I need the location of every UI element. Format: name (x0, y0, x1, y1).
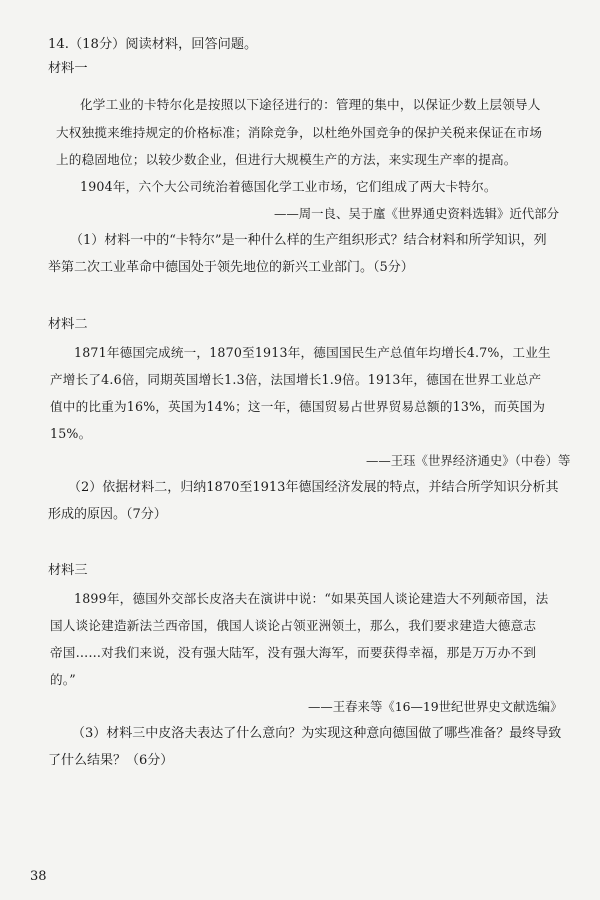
page-number: 38 (30, 869, 47, 884)
material2-line-2: 产增长了4.6倍，同期英国增长1.3倍，法国增长1.9倍。1913年，德国在世界工业总产 (50, 372, 542, 387)
material2-line-4: 15%。 (50, 426, 92, 441)
material1-source: ——周一良、吴于廑《世界通史资料选辑》近代部分 (274, 206, 559, 221)
material3-label: 材料三 (48, 563, 88, 578)
question3-line-1: （3）材料三中皮洛夫表达了什么意向？为实现这种意向德国做了哪些准备？最终导致 (72, 726, 562, 741)
material1-label: 材料一 (48, 61, 88, 76)
material3-line-4: 的。” (50, 672, 76, 687)
question2-line-1: （2）依据材料二，归纳1870至1913年德国经济发展的特点，并结合所学知识分析其 (68, 480, 559, 495)
material2-label: 材料二 (48, 317, 88, 332)
material1-line-2: 大权独揽来维持规定的价格标准；消除竞争，以杜绝外国竞争的保护关税来保证在市场 (56, 125, 543, 140)
question-header: 14.（18分）阅读材料，回答问题。 (48, 37, 258, 52)
question3-line-2: 了什么结果？（6分） (48, 753, 174, 768)
question2-line-2: 形成的原因。（7分） (48, 507, 167, 522)
material1-line-3: 上的稳固地位；以较少数企业，但进行大规模生产的方法，来实现生产率的提高。 (56, 152, 517, 167)
material2-source: ——王珏《世界经济通史》（中卷）等 (366, 453, 571, 468)
material3-line-1: 1899年，德国外交部长皮洛夫在演讲中说：“如果英国人谈论建造大不列颠帝国，法 (74, 591, 549, 606)
material3-line-3: 帝国……对我们来说，没有强大陆军，没有强大海军，而要获得幸福，那是万万办不到 (50, 645, 537, 660)
material3-line-2: 国人谈论建造新法兰西帝国，俄国人谈论占领亚洲领土，那么，我们要求建造大德意志 (50, 618, 537, 633)
material3-source: ——王春来等《16—19世纪世界史文献选编》 (308, 699, 563, 714)
material2-line-3: 值中的比重为16%，英国为14%；这一年，德国贸易占世界贸易总额的13%，而英国为 (50, 399, 546, 414)
question1-line-2: 举第二次工业革命中德国处于领先地位的新兴工业部门。（5分） (48, 260, 414, 275)
question1-line-1: （1）材料一中的“卡特尔”是一种什么样的生产组织形式？结合材料和所学知识，列 (70, 233, 547, 248)
material2-line-1: 1871年德国完成统一，1870至1913年，德国国民生产总值年均增长4.7%，工业生 (74, 345, 551, 360)
material1-line-1: 化学工业的卡特尔化是按照以下途径进行的：管理的集中，以保证少数上层领导人 (80, 97, 541, 112)
material1-line-4: 1904年，六个大公司统治着德国化学工业市场，它们组成了两大卡特尔。 (80, 179, 497, 194)
